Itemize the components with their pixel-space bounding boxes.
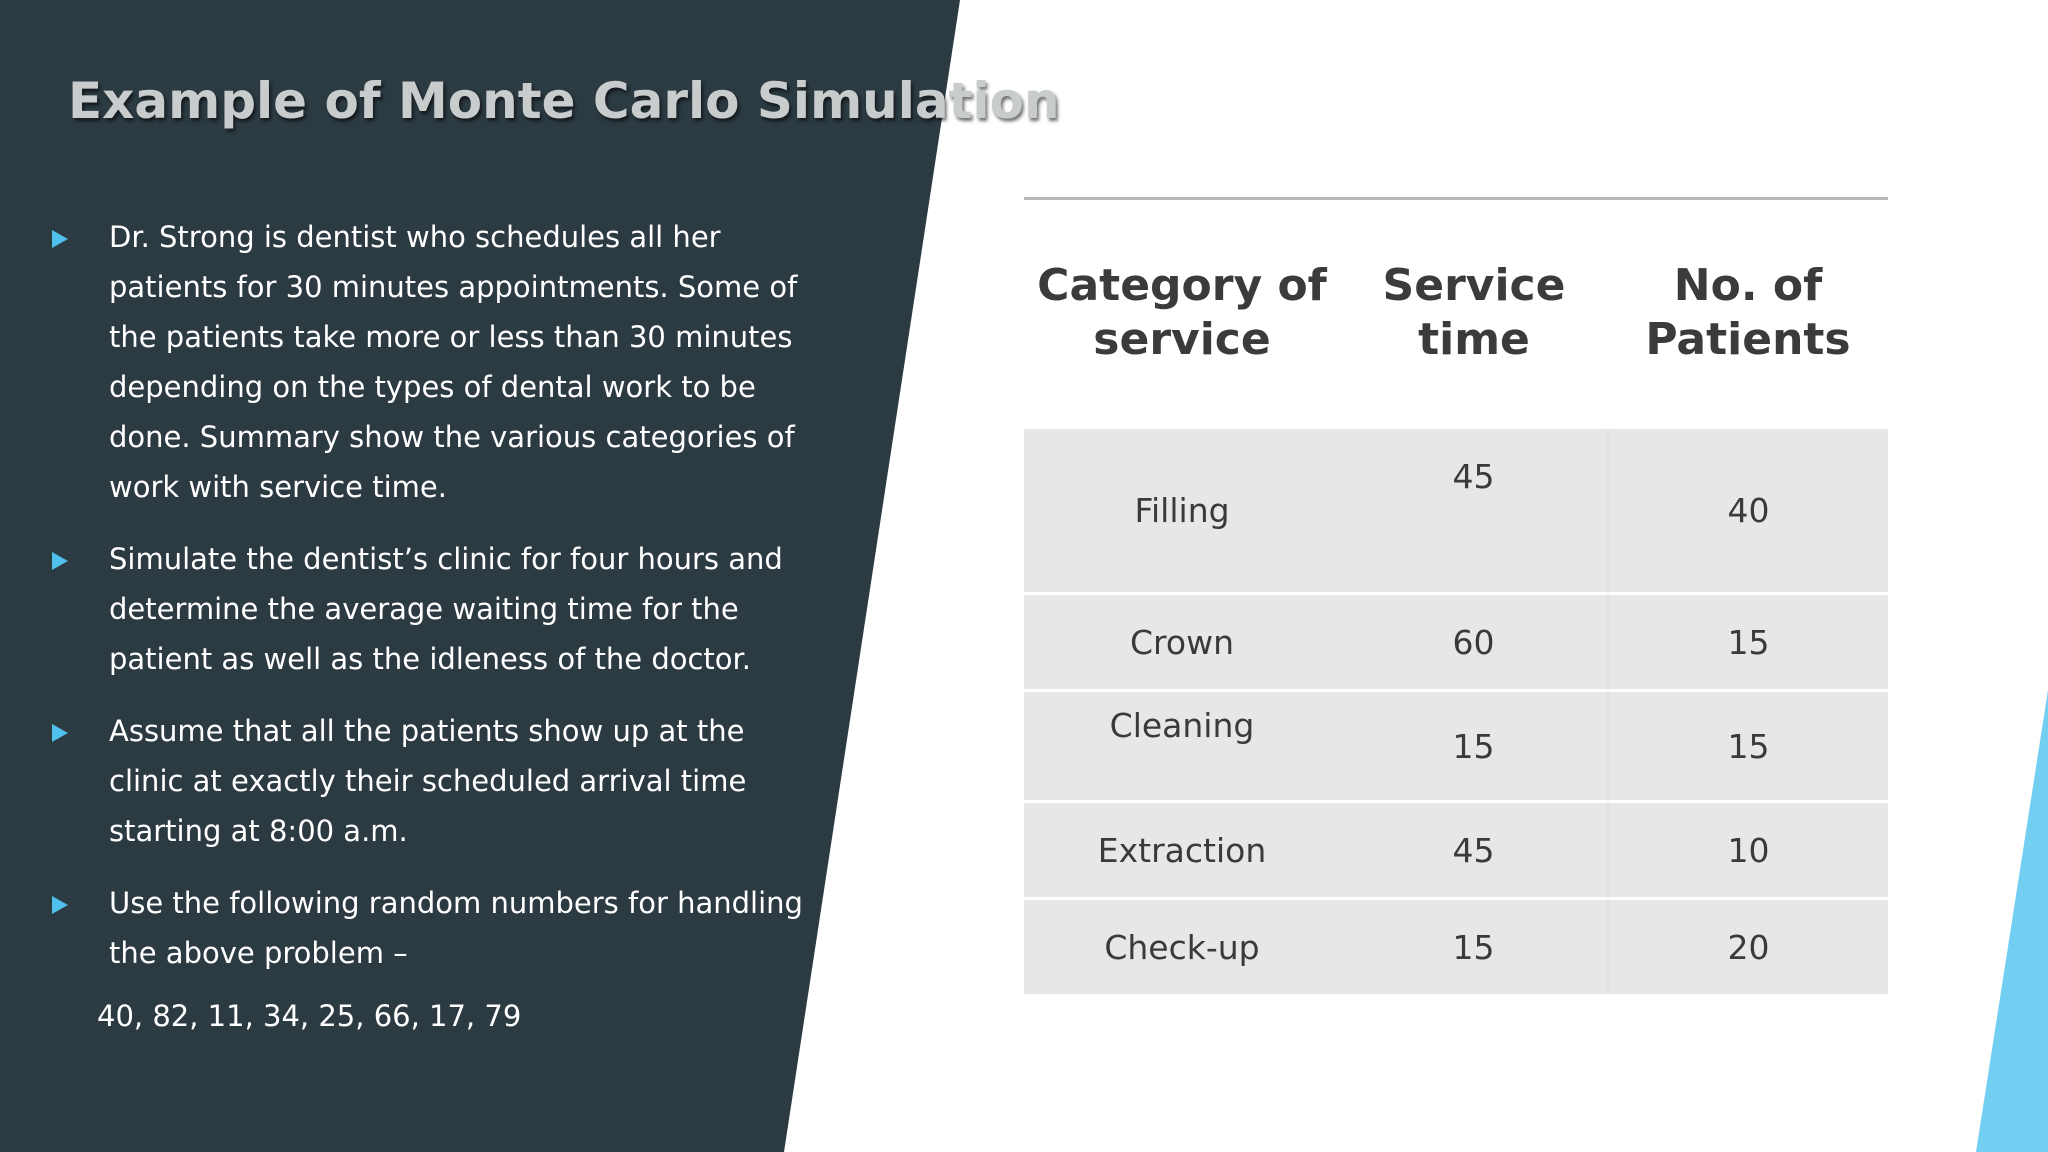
triangle-bullet-icon bbox=[52, 552, 68, 570]
bullet-text: Use the following random numbers for handling the above problem – bbox=[109, 886, 803, 970]
bullet-list bbox=[50, 212, 810, 1000]
cell-patients: 10 bbox=[1608, 802, 1888, 899]
cell-category: Cleaning bbox=[1024, 691, 1340, 802]
table-row bbox=[1024, 428, 1888, 594]
bullet-item bbox=[50, 706, 810, 856]
triangle-bullet-icon bbox=[52, 724, 68, 742]
bullet-text: Assume that all the patients show up at the clinic at exactly their scheduled arrival time starting at 8:00 a.m. bbox=[109, 714, 747, 848]
service-table bbox=[1024, 197, 1888, 994]
table-row bbox=[1024, 691, 1888, 802]
cell-category: Crown bbox=[1024, 594, 1340, 691]
bullet-item bbox=[50, 534, 810, 684]
bullet-item bbox=[50, 878, 810, 978]
table-header-row bbox=[1024, 199, 1888, 428]
random-numbers: 40, 82, 11, 34, 25, 66, 17, 79 bbox=[97, 999, 522, 1033]
cell-service-time: 45 bbox=[1340, 802, 1608, 899]
cell-patients: 20 bbox=[1608, 899, 1888, 995]
cell-patients: 15 bbox=[1608, 691, 1888, 802]
cell-service-time: 15 bbox=[1340, 899, 1608, 995]
slide-title: Example of Monte Carlo Simulation bbox=[68, 72, 1060, 130]
header-patients: No. of Patients bbox=[1608, 199, 1888, 428]
cell-category: Extraction bbox=[1024, 802, 1340, 899]
cell-service-time: 15 bbox=[1340, 691, 1608, 802]
table-row bbox=[1024, 899, 1888, 995]
triangle-bullet-icon bbox=[52, 230, 68, 248]
header-service-time: Service time bbox=[1340, 199, 1608, 428]
cell-patients: 40 bbox=[1608, 428, 1888, 594]
cell-service-time: 60 bbox=[1340, 594, 1608, 691]
table-row bbox=[1024, 594, 1888, 691]
triangle-bullet-icon bbox=[52, 896, 68, 914]
bullet-text: Dr. Strong is dentist who schedules all her patients for 30 minutes appointments. Some of the patients take more or less than 30 minutes depending on the types of dental work to be done. Summary show the various categories of work with service time. bbox=[109, 220, 798, 504]
cell-category: Filling bbox=[1024, 428, 1340, 594]
cell-category: Check-up bbox=[1024, 899, 1340, 995]
bullet-item bbox=[50, 212, 810, 512]
header-category: Category of service bbox=[1024, 199, 1340, 428]
cell-service-time: 45 bbox=[1340, 428, 1608, 594]
table-row bbox=[1024, 802, 1888, 899]
bullet-text: Simulate the dentist’s clinic for four hours and determine the average waiting time for the patient as well as the idleness of the doctor. bbox=[109, 542, 783, 676]
cell-patients: 15 bbox=[1608, 594, 1888, 691]
